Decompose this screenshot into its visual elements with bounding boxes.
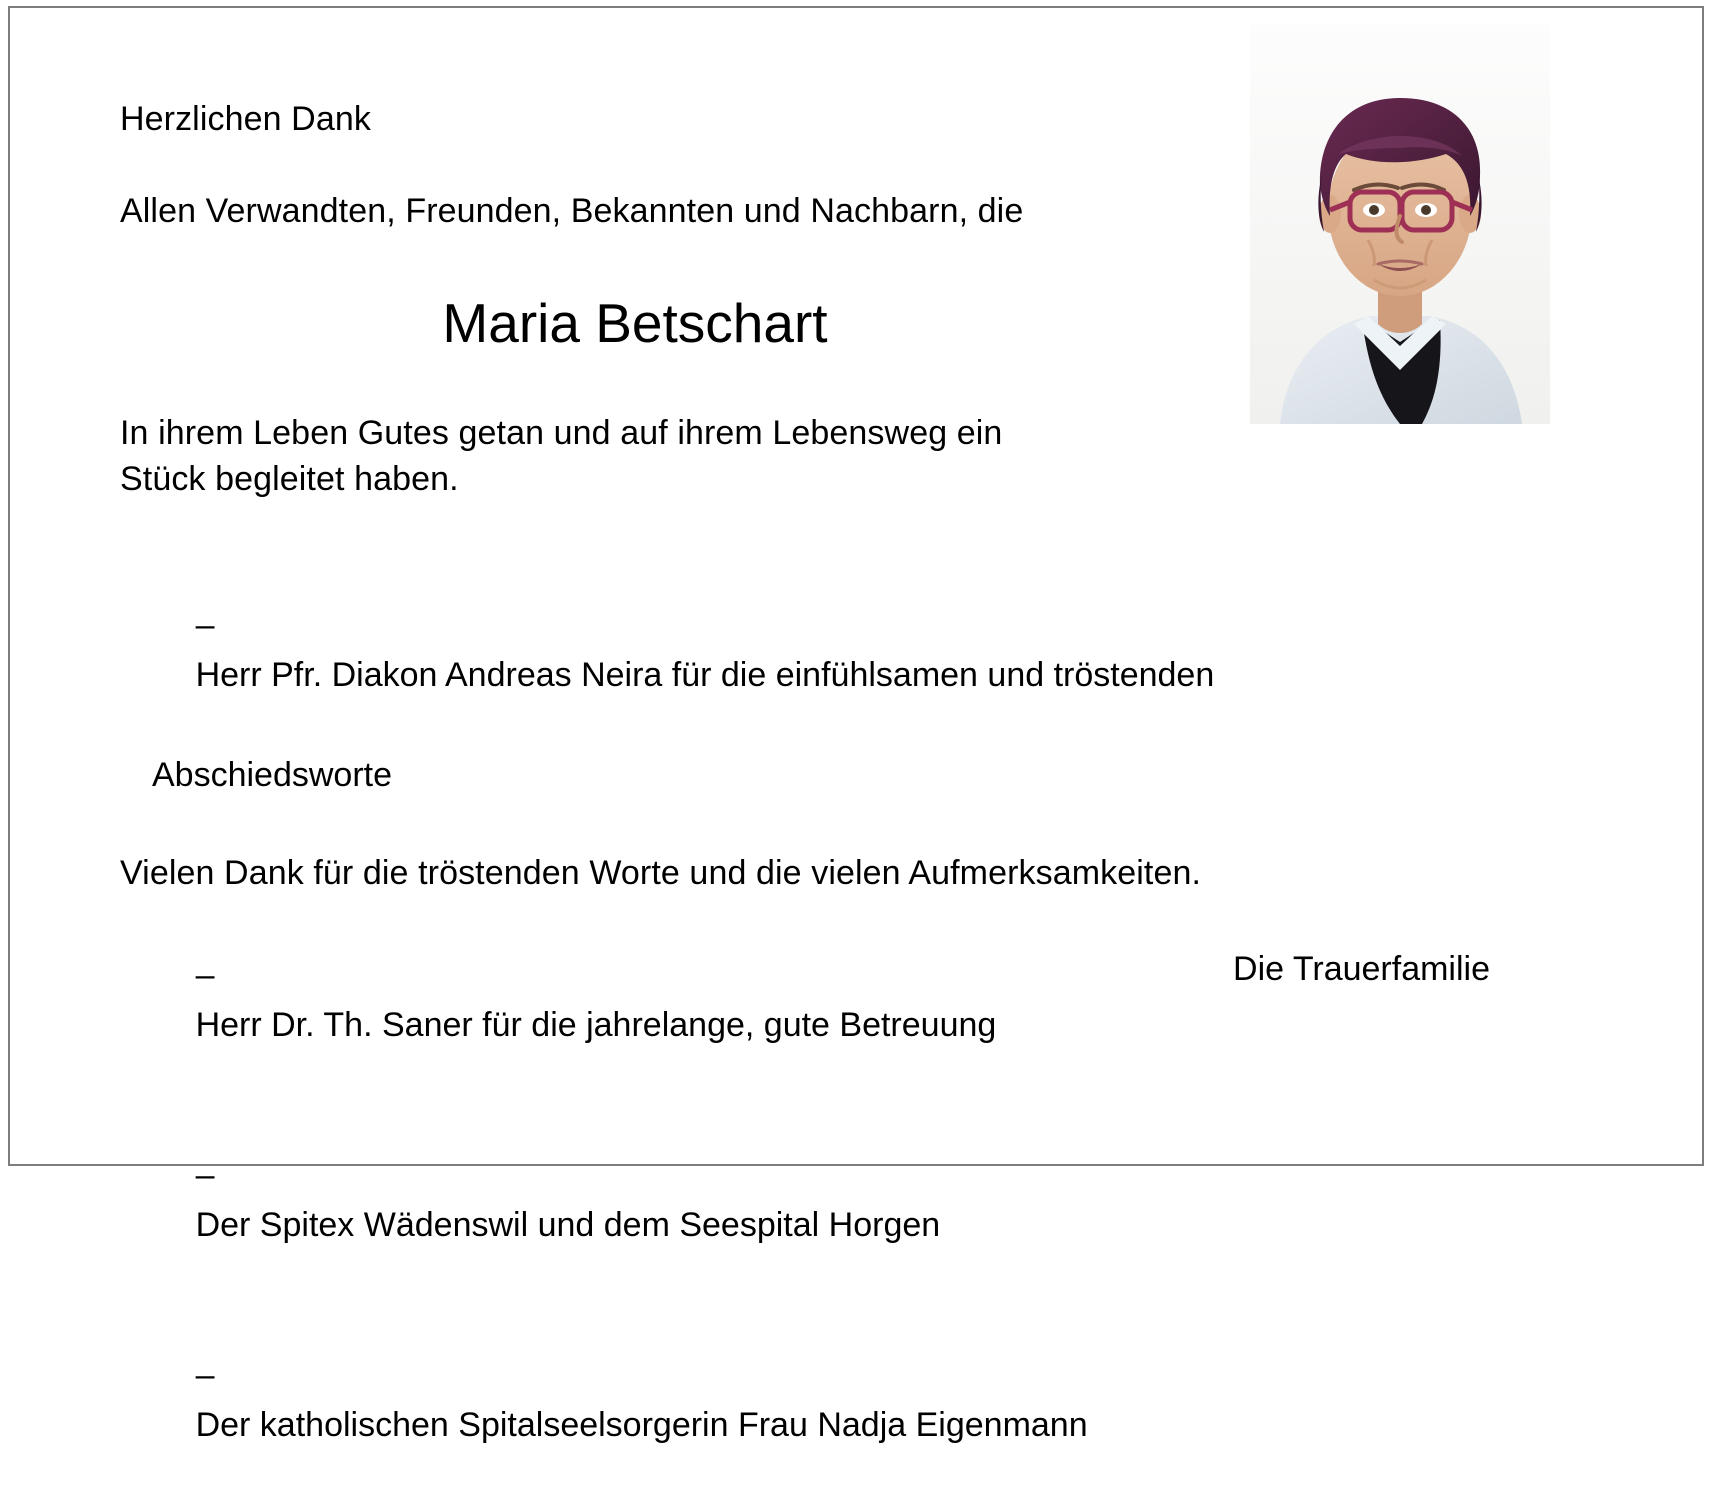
thanks-heading: Herzlichen Dank [120,100,371,138]
intro-text: Allen Verwandten, Freunden, Bekannten und Nachbarn, die [120,192,1024,230]
list-bullet: – [195,956,215,994]
list-item [120,1300,1214,1500]
list-item [120,1100,1214,1300]
deceased-name: Maria Betschart [442,292,828,354]
list-bullet: – [195,606,215,644]
closing-text: Vielen Dank für die tröstenden Worte und die vielen Aufmerksamkeiten. [120,854,1202,892]
list-item-text: Der Spitex Wädenswil und dem Seespital Horgen [195,1206,941,1244]
signature-text: Die Trauerfamilie [1233,950,1490,988]
list-bullet: – [195,1156,215,1194]
memorial-card [8,6,1704,1444]
list-item-text: Herr Dr. Th. Saner für die jahrelange, gute Betreuung [195,1006,997,1044]
list-item-text: Der katholischen Spitalseelsorgerin Frau Nadja Eigenmann [195,1406,1088,1444]
list-item-text-continued: Abschiedsworte [152,756,393,794]
portrait-photo [1250,24,1550,424]
body-line-1: In ihrem Leben Gutes getan und auf ihrem Lebensweg ein [120,414,1003,452]
body-line-2: Stück begleitet haben. [120,460,459,498]
body-paragraph [120,410,1002,502]
thanks-list [120,550,1214,1500]
list-item [120,550,1214,900]
list-item-text: Herr Pfr. Diakon Andreas Neira für die einfühlsamen und tröstenden [195,656,1215,694]
list-bullet: – [195,1356,215,1394]
list-item [120,900,1214,1100]
